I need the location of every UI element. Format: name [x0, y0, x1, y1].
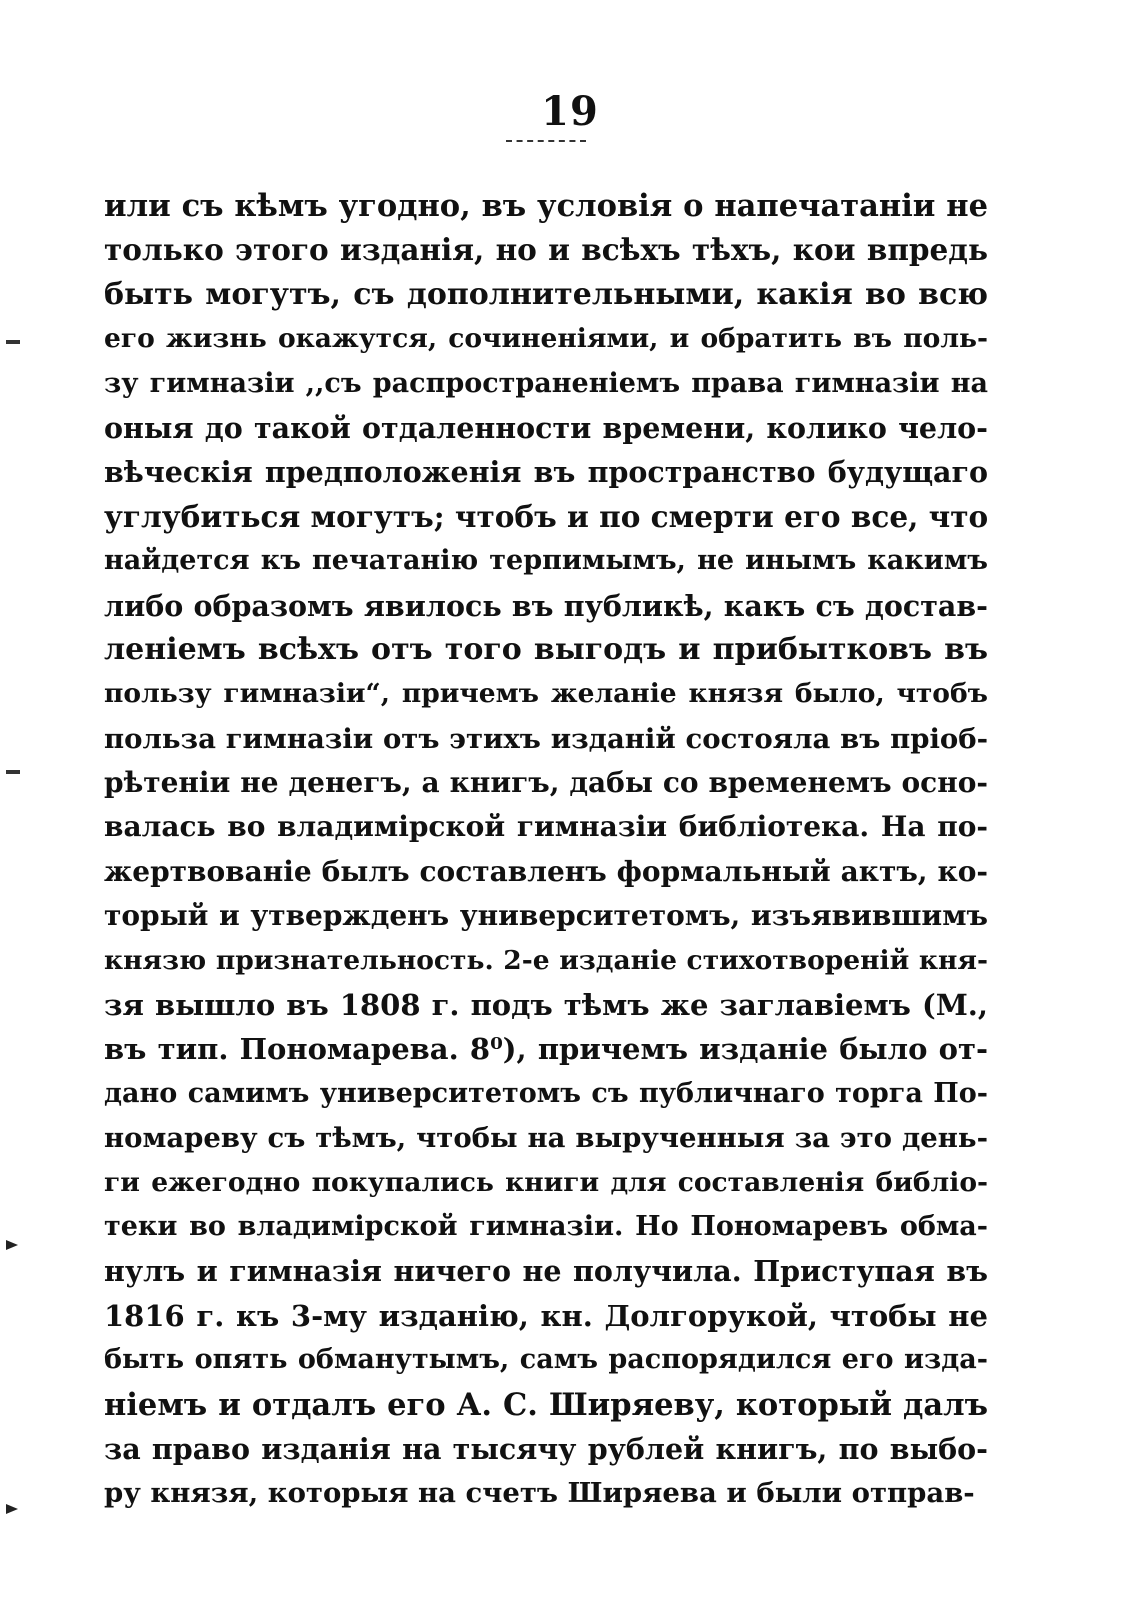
text-line: торый и утвержденъ университетомъ, изъявившимъ — [104, 899, 988, 933]
text-line: нулъ и гимназія ничего не получила. Приступая въ — [104, 1254, 988, 1289]
text-line: теки во владимірской гимназіи. Но Пономаревъ обма- — [104, 1210, 988, 1242]
text-line: рѣтеніи не денегъ, а книгъ, дабы со временемъ осно- — [104, 766, 988, 800]
text-line: жертвованіе былъ составленъ формальный актъ, ко- — [104, 854, 988, 888]
text-line: за право изданія на тысячу рублей книгъ, по выбо- — [104, 1431, 988, 1466]
text-line: валась во владимірской гимназіи библіотека. На по- — [104, 810, 988, 844]
text-line: ги ежегодно покупались книги для составленія библіо- — [104, 1166, 988, 1198]
text-line: дано самимъ университетомъ съ публичнаго торга По- — [104, 1077, 988, 1109]
text-line: найдется къ печатанію терпимымъ, не инымъ какимъ — [104, 545, 988, 577]
text-line: быть опять обманутымъ, самъ распорядился его изда- — [104, 1344, 988, 1376]
margin-arrow — [6, 1504, 18, 1514]
text-line: вѣческія предположенія въ пространство будущаго — [104, 455, 988, 490]
text-line: ніемъ и отдалъ его А. С. Ширяеву, который далъ — [104, 1386, 988, 1423]
text-line: зу гимназіи ,,съ распространеніемъ права гимназіи на — [104, 367, 988, 399]
margin-mark — [6, 770, 20, 774]
text-line: оныя до такой отдаленности времени, колико чело- — [104, 410, 988, 445]
page-number: 19 — [541, 88, 599, 135]
text-line: 1816 г. къ 3-му изданію, кн. Долгорукой, чтобы не — [104, 1298, 988, 1333]
text-line: либо образомъ явилось въ публикѣ, какъ съ достав- — [104, 588, 988, 623]
text-line: или съ кѣмъ угодно, въ условія о напечатаніи не — [104, 188, 988, 224]
text-line: быть могутъ, съ дополнительными, какія во всю — [104, 276, 988, 312]
body-text — [104, 184, 988, 1516]
text-line: князю признательность. 2-е изданіе стихотвореній кня- — [104, 944, 988, 976]
text-line: леніемъ всѣхъ отъ того выгодъ и прибытковъ въ — [104, 631, 988, 667]
margin-mark — [6, 340, 20, 344]
text-line: пользу гимназіи“, причемъ желаніе князя было, чтобъ — [104, 678, 988, 710]
page-number-rule — [506, 140, 586, 142]
text-line: номареву съ тѣмъ, чтобы на вырученныя за это день- — [104, 1122, 988, 1155]
text-line: только этого изданія, но и всѣхъ тѣхъ, кои впредь — [104, 232, 988, 268]
text-line: углубиться могутъ; чтобъ и по смерти его все, что — [104, 498, 988, 534]
text-line: его жизнь окажутся, сочиненіями, и обратить въ поль- — [104, 323, 988, 355]
margin-arrow — [6, 1240, 18, 1250]
text-line: ру князя, которыя на счетъ Ширяева и были отправ- — [104, 1477, 975, 1510]
text-line: зя вышло въ 1808 г. подъ тѣмъ же заглавіемъ (М., — [104, 988, 988, 1023]
text-line: польза гимназіи отъ этихъ изданій состояла въ пріоб- — [104, 722, 988, 755]
text-line: въ тип. Пономарева. 8⁰), причемъ изданіе было от- — [104, 1032, 988, 1067]
